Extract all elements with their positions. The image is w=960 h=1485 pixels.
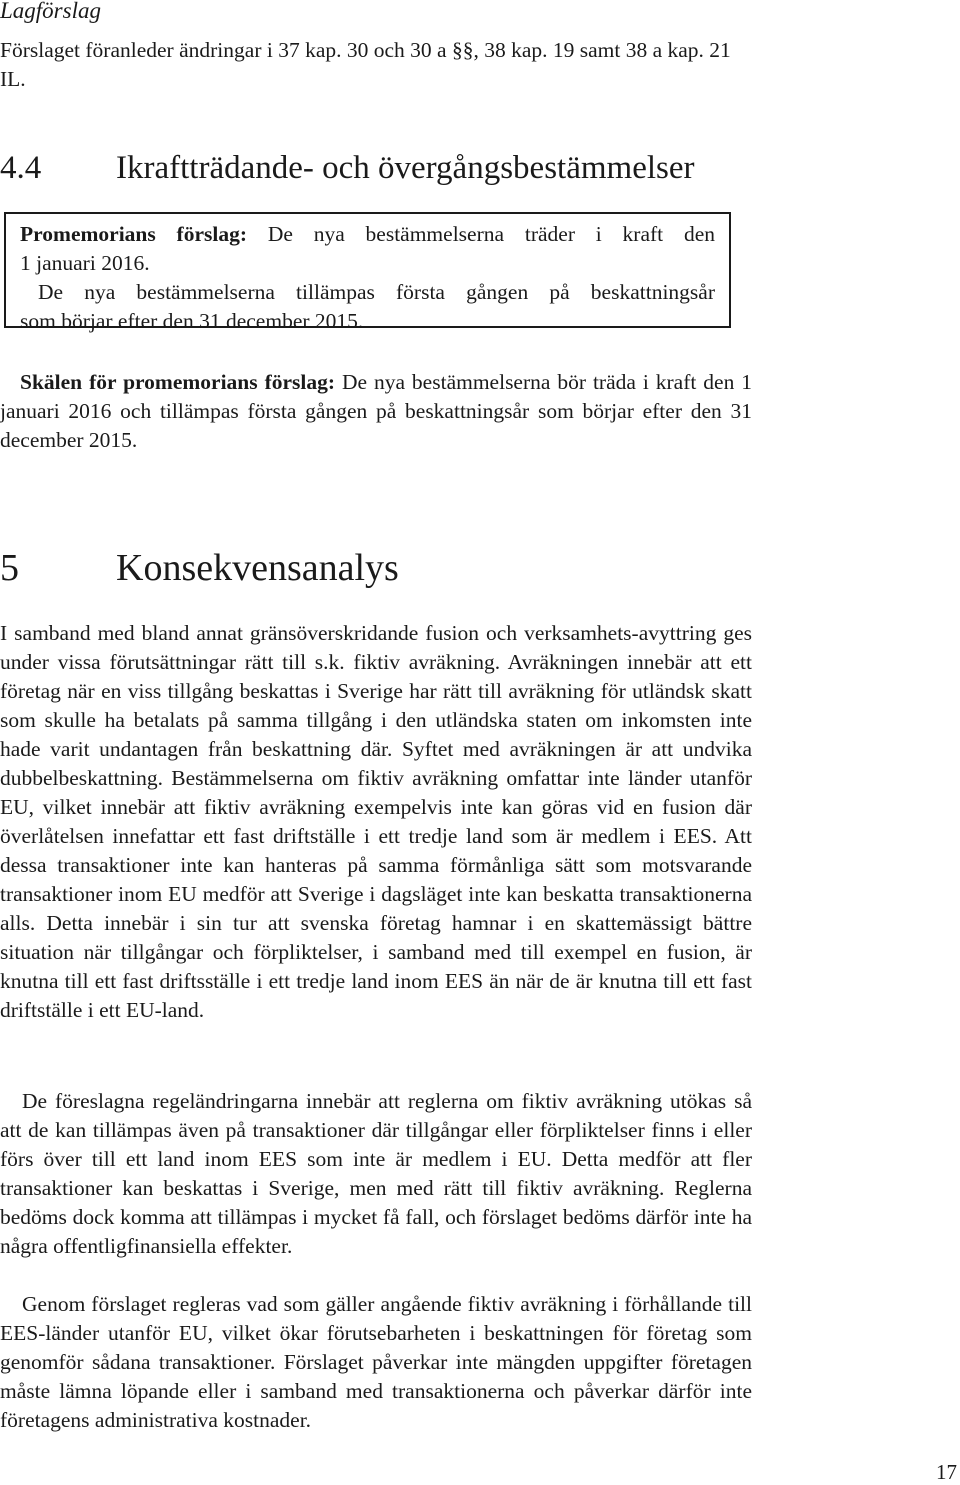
body-paragraph-3: Genom förslaget regleras vad som gäller angående fiktiv avräkning i förhållande till EES-länder utanför EU, vilket ökar förutsebarheten i beskattningen för företag som genomför sådana transaktioner. Förslaget påverkar inte mängden uppgifter företagen måste lämna löpande eller i samband med transaktionerna och påverkar därför inte företagens administrativa kostnader. bbox=[0, 1292, 752, 1432]
lagforslag-heading: Lagförslag bbox=[0, 0, 101, 23]
box-line-3: De nya bestämmelserna tillämpas första gången på beskattningsår bbox=[38, 280, 715, 304]
skalen-paragraph: Skälen för promemorians förslag: De nya bestämmelserna bör träda i kraft den 1 januari 2016 och tillämpas första gången på beskattningsår som börjar efter den 31 december 2015. bbox=[0, 370, 753, 452]
lagforslag-text: Förslaget föranleder ändringar i 37 kap. 30 och 30 a §§, 38 kap. 19 samt 38 a kap. 21 IL. bbox=[0, 38, 731, 91]
body-paragraph-1: I samband med bland annat gränsöverskridande fusion och verksamhets-avyttring ges under vissa förutsättningar rätt till s.k. fiktiv avräkning. Avräkningen innebär att ett företag när en viss tillgång beskattas i Sverige har rätt till avräkning för utländsk skatt som skulle ha betalats på samma tillgång i den utländska staten om inkomsten inte hade varit undantagen från beskattning där. Syftet med avräkningen är att undvika dubbelbeskattning. Bestämmelserna om fiktiv avräkning omfattar inte länder utanför EU, vilket innebär att fiktiv avräkning exempelvis inte kan göras vid en fusion där överlåtelsen innefattar ett fast driftställe i ett tredje land som är medlem i EES. Att dessa transaktioner inte kan hanteras på samma förmånliga sätt som motsvarande transaktioner inom EU medför att Sverige i dagsläget inte kan beskatta transaktionerna alls. Detta innebär i sin tur att svenska företag hamnar i en skattemässigt bättre situation när tillgångar och förpliktelser, i samband med till exempel en fusion, är knutna till ett fast driftsställe i ett tredje land inom EES än när de är knutna till ett fast driftställe i ett EU-land. bbox=[0, 621, 752, 1022]
section-number: 4.4 bbox=[0, 150, 42, 186]
box-line-4: som börjar efter den 31 december 2015. bbox=[20, 309, 364, 333]
section-4-4-heading bbox=[0, 150, 694, 187]
section-number: 5 bbox=[0, 547, 19, 589]
section-title: Konsekvensanalys bbox=[116, 547, 399, 589]
section-title: Ikraftträdande- och övergångsbestämmelser bbox=[116, 150, 695, 186]
box-line-2: 1 januari 2016. bbox=[20, 251, 150, 275]
page-number: 17 bbox=[936, 1460, 957, 1484]
promemoria-proposal-box bbox=[4, 212, 731, 333]
skalen-label: Skälen för promemorians förslag: bbox=[20, 370, 336, 394]
section-5-heading bbox=[0, 546, 399, 590]
box-line-1: Promemorians förslag: De nya bestämmelserna träder i kraft den bbox=[20, 222, 715, 246]
box-label: Promemorians förslag: bbox=[20, 222, 247, 246]
body-paragraph-2: De föreslagna regeländringarna innebär att reglerna om fiktiv avräkning utökas så att de kan tillämpas även på transaktioner där tillgångar eller förpliktelser finns i eller förs över till ett land inom EES som inte är medlem i EU. Detta medför att fler transaktioner kan beskattas i Sverige, men med rätt till fiktiv avräkning. Reglerna bedöms dock komma att tillämpas i mycket få fall, och förslaget bedöms därför inte ha några offentligfinansiella effekter. bbox=[0, 1089, 752, 1258]
